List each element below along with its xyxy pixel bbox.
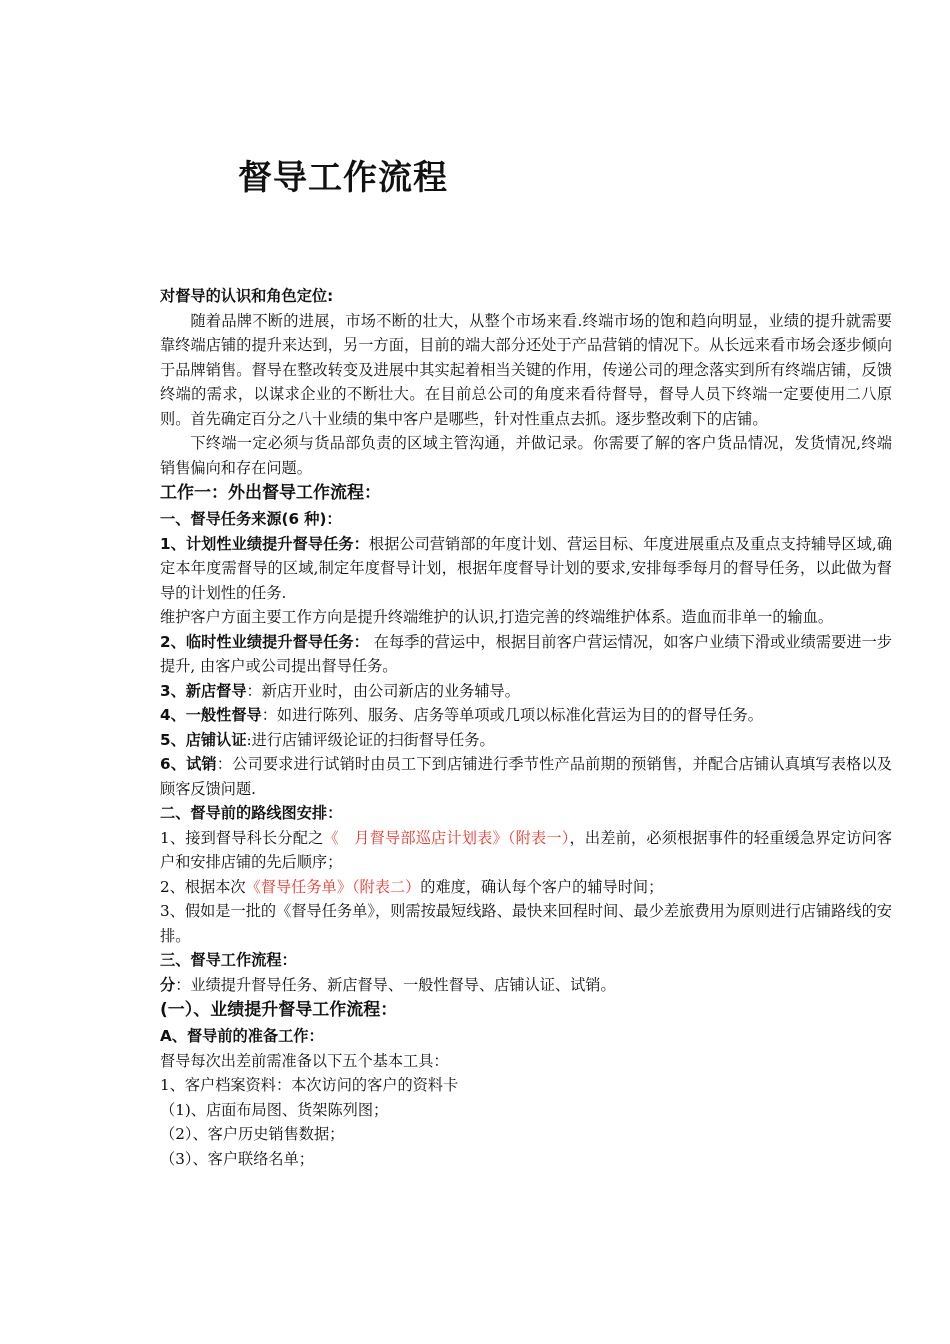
route-1-post: ，出差前，必须根据事件的轻重缓急界定访问客户和安排店铺的先后顺序；: [160, 828, 893, 871]
task-4-label: 4、一般性督导: [160, 706, 262, 724]
task-3-text: ：新店开业时，由公司新店的业务辅导。: [246, 681, 520, 700]
route-2-post: 的难度，确认每个客户的辅导时间；: [420, 877, 664, 896]
task-2: [160, 630, 892, 679]
section3-categories: [160, 973, 892, 998]
task-1-extra: 维护客户方面主要工作方向是提升终端维护的认识,打造完善的终端维护体系。造血而非单一的输血。: [160, 608, 834, 626]
task-3-label: 3、新店督导: [160, 681, 247, 700]
section1-heading: 一、督导任务来源(6 种)：: [160, 510, 342, 528]
task-2-text: 在每季的营运中，根据目前客户营运情况，如客户业绩下滑或业绩需要进一步提升, 由客户或公司提出督导任务。: [160, 632, 893, 675]
task-6-label: 6、试销: [160, 755, 217, 773]
route-2-form-link: 《督导任务单》（附表二）: [245, 877, 421, 896]
route-1-pre: 1、接到督导科长分配之: [160, 828, 324, 847]
route-1: [160, 826, 892, 875]
route-2: [160, 875, 892, 900]
route-1-form-link: 《 月督导部巡店计划表》（附表一）: [323, 828, 570, 847]
prep-item-1: 1、客户档案资料：本次访问的客户的资料卡: [160, 1076, 459, 1094]
section3-heading: 三、督导工作流程：: [160, 951, 297, 969]
document-body: [160, 284, 892, 1171]
work1-heading: 工作一：外出督导工作流程：: [160, 483, 381, 503]
prep-item-1c: （3）、客户联络名单；: [160, 1149, 314, 1168]
task-4: [160, 703, 892, 728]
prep-item-1b: （2）、客户历史销售数据；: [160, 1125, 345, 1143]
prep-item-1a: （1)、店面布局图、货架陈列图；: [160, 1100, 389, 1119]
section3-text: ：业绩提升督导任务、新店督导、一般性督导、店铺认证、试销。: [175, 975, 616, 994]
task-2-label: 2、临时性业绩提升督导任务：: [160, 632, 369, 651]
subsection-a-heading: A、督导前的准备工作：: [160, 1027, 324, 1045]
task-5-text: :进行店铺评级论证的扫街督导任务。: [246, 730, 495, 749]
task-6-text: ：公司要求进行试销时由员工下到店铺进行季节性产品前期的预销售，并配合店铺认真填写表格以及顾客反馈问题.: [160, 755, 892, 798]
task-5: [160, 728, 892, 753]
task-5-label: 5、店铺认证: [160, 730, 247, 749]
task-1: [160, 532, 892, 606]
intro-heading: 对督导的认识和角色定位:: [160, 287, 334, 305]
section2-heading: 二、督导前的路线图安排：: [160, 804, 343, 822]
task-6: [160, 752, 892, 801]
task-3: [160, 679, 892, 704]
task-4-text: ：如进行陈列、服务、店务等单项或几项以标准化营运为目的的督导任务。: [261, 706, 763, 724]
task-1-text: 根据公司营销部的年度计划、营运目标、年度进展重点及重点支持辅导区域,确定本年度需督导的区域,制定年度督导计划，根据年度督导计划的要求,安排每季每月的督导任务，以此做为督导的计划性的任务.: [160, 534, 893, 602]
route-3: 3、假如是一批的《督导任务单》，则需按最短线路、最快来回程时间、最少差旅费用为原则进行店铺路线的安排。: [160, 902, 892, 945]
subsection1-heading: (一）、业绩提升督导工作流程：: [160, 1000, 398, 1020]
intro-paragraph-1: 随着品牌不断的进展，市场不断的壮大，从整个市场来看.终端市场的饱和趋向明显，业绩的提升就需要靠终端店铺的提升来达到，另一方面，目前的端大部分还处于产品营销的情况下。从长远来看市场会逐步倾向于品牌销售。督导在整改转变及进展中其实起着相当关键的作用，传递公司的理念落实到所有终端店铺，反馈终端的需求，以谋求企业的不断壮大。在目前总公司的角度来看待督导，督导人员下终端一定要使用二八原则。首先确定百分之八十业绩的集中客户是哪些，针对性重点去抓。逐步整改剩下的店铺。: [160, 311, 892, 428]
intro-paragraph-2: 下终端一定必须与货品部负责的区域主管沟通，并做记录。你需要了解的客户货品情况，发货情况,终端销售偏向和存在问题。: [160, 434, 892, 477]
task-1-label: 1、计划性业绩提升督导任务：: [160, 534, 369, 553]
prep-intro: 督导每次出差前需准备以下五个基本工具：: [160, 1051, 449, 1070]
document-title: 督导工作流程: [238, 158, 448, 198]
route-2-pre: 2、根据本次: [160, 877, 246, 896]
section3-label: 分: [160, 975, 176, 994]
